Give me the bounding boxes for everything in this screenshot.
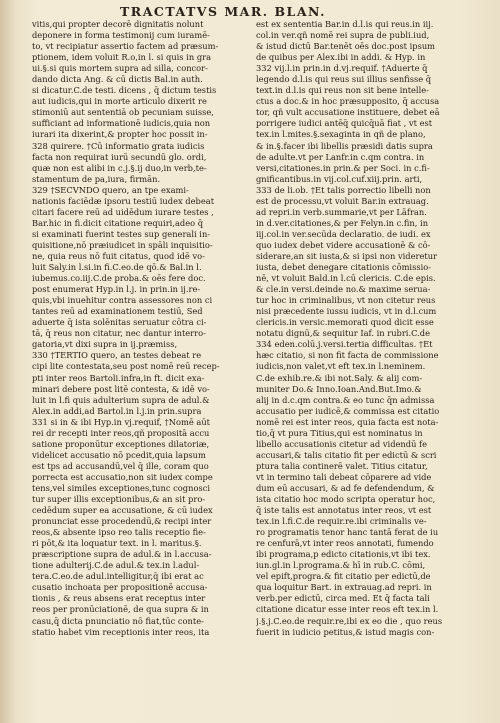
text-line: & cle.in versi.deinde no.& maxime serua- (256, 284, 431, 295)
text-line: ista citatio hoc modo scripta operatur hoc, (256, 494, 436, 505)
text-line: j.§.j.C.eo.de requir.re,ibi ex eo die , quo reus (256, 615, 443, 626)
text-line: pti inter reos Bartoli.infra,in ft. dicit exa- (32, 372, 205, 383)
text-line: tera.C.eo.de adul.intelligitur,q̄ ibi erat ac (32, 571, 204, 582)
text-line: pronunciat esse procedendū,& recipi inter (32, 516, 212, 527)
text-line: quæ non est alibi in c.j.§.ij duo,in verb,te- (32, 162, 207, 173)
text-line: 329 †SECVNDO quero, an tpe exami- (32, 184, 189, 195)
text-line: quisitione,nō præiudicet in spāli inquisitio- (32, 239, 213, 250)
text-line: nisi præcedente iussu iudicis, vt in d.l.cum (256, 306, 437, 317)
text-line: stamentum de pa,iura, firmān. (32, 173, 161, 184)
text-line: de adulte.vt per Lanfr.in c.qm contra. in (256, 151, 425, 162)
text-line: citari facere reū ad uidēdum iurare testes , (32, 206, 214, 217)
text-line: iurari ita dixerint,& propter hoc possit in- (32, 129, 208, 140)
text-line: 331 si in & ibi Hyp.in vj.requif, †Nomē aūt (32, 416, 211, 427)
text-line: tā, q̄ reus non citatur, nec dantur interro- (32, 328, 206, 339)
text-line: si examinati fuerint testes sup generali in- (32, 228, 211, 239)
text-line: præscriptione supra de adul.& in l.accusa- (32, 549, 212, 560)
text-line: siderare,an sit iusta,& si ipsi non videretur (256, 250, 438, 261)
text-line: tione adulterij.C.de adul.& tex.in l.adul- (32, 560, 200, 571)
binding-shadow (0, 0, 16, 723)
text-line: tantes reū ad examinationem testiū, Sed (32, 306, 203, 317)
text-line: dum eū accusari, & ad fe defendendum, & (256, 482, 435, 493)
text-line: sufficiant ad informationē iudicis,quia non (32, 118, 211, 129)
text-line: ptura talia continerē valet. Titius citatur, (256, 460, 428, 471)
text-line: videlicet accusatio nō pcedit,quia lapsum (32, 449, 206, 460)
text-line: muniter Do.& Inno.Ioan.And.But.Imo.& (256, 383, 422, 394)
text-line: text.in d.l.is qui reus non sit bene intelle- (256, 85, 429, 96)
text-line: 334 eden.colū.j.versi.tertia difficultas. †Et (256, 339, 433, 350)
text-line: ad repri.in verb.summarie,vt per Lāfran. (256, 206, 427, 217)
text-line: notatu dignū,& sequitur Iaf. in rubri.C.de (256, 328, 431, 339)
text-line: clericis.in versic.memorati quod dicit esse (256, 317, 434, 328)
text-line: vitis,qui propter decorē dignitatis nolunt (32, 19, 204, 29)
text-line: porrecta est accusatio,non sit iudex compe (32, 471, 213, 482)
text-line: est ex sententia Bar.in d.l.is qui reus.in iij. (256, 19, 434, 29)
text-line: cusatio inchoata per propositionē accusa- (32, 582, 208, 593)
text-line: q̄ iste talis est annotatus inter reos, vt est (256, 505, 432, 516)
running-header: TRACTATVS MAR. BLAN. (120, 4, 327, 19)
right-text-column (256, 19, 494, 717)
text-line: luit Saly.in l.si.in fi.C.eo.de qō.& Bal.in l. (32, 262, 202, 273)
text-line: ui.§.si quis mortem supra ad silla, concor- (32, 63, 208, 74)
text-line: tex.in l.fi.C.de requir.re.ibi criminalis ve- (256, 516, 427, 527)
text-line: ro programatis tenor hanc tantā ferat de iu (256, 527, 439, 538)
text-line (32, 638, 254, 649)
text-line: aduerte q̄ ista solēnitas seruatur cōtra ci- (32, 317, 207, 328)
text-line: re cenfurā,vt inter reos annotati, fumendo (256, 538, 434, 549)
text-line: Alex.in addi,ad Bartol.in l.j.in prin.supra (32, 405, 202, 416)
text-line: ptionem, idem voluit R.o,in l. si quis in gra (32, 52, 212, 63)
text-line: ibi programa,p edicto citationis,vt ibi tex. (256, 549, 431, 560)
text-line: qua loquitur Bart. in extrauag.ad repri. in (256, 582, 432, 593)
text-line: nomē rei est inter reos, quia facta est nota- (256, 416, 439, 427)
text-line: reos,& absente ipso reo talis receptio fie- (32, 527, 206, 538)
text-line: in d.ver.citationes,& per Felyn.in c.fin, in (256, 217, 429, 228)
text-line: col.in ver.qñ nomē rei supra de publi.iud, (256, 30, 430, 41)
text-line: rei dr recepti inter reos,qñ propositā accu (32, 427, 210, 438)
text-line: de quibus per Alex.ibi in addi. & Hyp. in (256, 52, 426, 63)
text-line: alij in d.c.qm contra.& eo tunc q̄n admissa (256, 394, 435, 405)
text-line: tionis , & reus absens erat receptus inter (32, 593, 206, 604)
text-line: nē, vt voluit Bald.in l.cū clericis. C.de epis. (256, 273, 436, 284)
text-line: accusatio per iudicē,& commissa est citatio (256, 405, 440, 416)
text-line: deponere in forma testimonij cum iuramē- (32, 30, 210, 41)
text-line: gatoria,vt dixi supra in ij.præmiss, (32, 339, 178, 350)
text-line: hæc citatio, si non fit facta de commissione (256, 350, 439, 361)
text-line: cedēdum super ea accusatione, & cū iudex (32, 505, 213, 516)
text-line: ri pōt,& ita loquatur text. in l. maritus.§. (32, 538, 202, 549)
text-line: & in.§.facer ibi libellis præsidi datis supra (256, 140, 433, 151)
text-line: si dicatur.C.de testi. dicens , q̄ dictum testis (32, 85, 217, 96)
text-line: satione proponūtur exceptiones dilatoriæ, (32, 438, 210, 449)
text-line: post enumerat Hyp.in l.j. in prin.in ij.re- (32, 284, 201, 295)
text-line: 333 de li.ob. †Et talis porrectio libelli non (256, 184, 431, 195)
text-line: nationis faciēdæ ipsoru testiū iudex debeat (32, 195, 215, 206)
text-line: C.de exhib.re.& ibi not.Saly. & alij com- (256, 372, 423, 383)
text-line: statio habet vim receptionis inter reos, ita (32, 626, 210, 637)
text-line: 332 vij.l.in prin.in d.vj.requif. †Aduerte q̄ (256, 63, 428, 74)
text-line: & istud dictū Bar.tenēt oēs doc.post ipsum (256, 41, 436, 52)
text-line: quis,vbi inuehitur contra assessores non ci (32, 295, 213, 306)
text-line: tor, qñ vult accusatione instituere, debet eā (256, 107, 440, 118)
text-line: legendo d.l.is qui reus sui illius senfisse q̄ (256, 74, 432, 85)
text-line: libello accusationis citetur ad videndū fe (256, 438, 428, 449)
text-line: versi,citationes.in prin.& per Soci. in c.fi- (256, 162, 430, 173)
text-line: 328 quirere. †Cū informatio grata iudicis (32, 140, 205, 151)
text-line: verb.per edictū, circa med. Et q̄ facta tali (256, 593, 430, 604)
text-line: minari debere post litē contesta, & idē vo- (32, 383, 210, 394)
text-line: accusari,& talis citatio fit per edictū & scri (256, 449, 437, 460)
text-line: gnificantibus.in vij.col.cuf.xiij.prin. arti, (256, 173, 423, 184)
text-line: iun.gl.in l.programa.& hī in rub.C. cōmi, (256, 560, 426, 571)
text-line: tio,q̄ vt pura Titius,qui est nominatus in (256, 427, 423, 438)
text-line (256, 649, 494, 660)
text-line: cipi lite contestata,seu post nomē reū recep- (32, 361, 220, 372)
text-line: tens,vel similes exceptiones,tunc cognosci (32, 482, 211, 493)
text-line: tur hoc in criminalibus, vt non citetur reus (256, 295, 436, 306)
text-line: 330 †TERTIO quero, an testes debeat re (32, 350, 202, 361)
text-line: ne, quia reus nō fuit citatus, quod idē vo- (32, 250, 205, 261)
text-line: iubemus.co.iij.C.de proba.& oēs fere doc. (32, 273, 206, 284)
text-line: luit in l.fi quis adulterium supra de adul.& (32, 394, 210, 405)
text-line: dando dicta Ang. & cū dictis Bal.in auth. (32, 74, 203, 85)
text-line: vel epift,progra.& fit citatio per edictū,de (256, 571, 431, 582)
text-line: quo iudex debet videre accusationē & cō- (256, 239, 431, 250)
text-line: to, vt recipiatur assertio factem ad præsum- (32, 41, 219, 52)
text-line (256, 638, 494, 649)
text-line: iusta, debet denegare citationis cōmissio- (256, 262, 432, 273)
text-line: aut iudicis,qui in morte articulo dixerit re (32, 96, 207, 107)
text-line: citatione dicatur esse inter reos eft tex.in l. (256, 604, 439, 615)
text-line: est tps ad accusandū,vel q̄ ille, coram quo (32, 460, 209, 471)
text-line: porrigere iudici antēq̄ quicq̄uā fiat , vt est (256, 118, 433, 129)
text-line: iij.col.in ver.secūda declaratio. de iudi. ex (256, 228, 431, 239)
text-line: Bar.hic in fi.dicit citatione requiri,adeo q̄ (32, 217, 204, 228)
text-line: ctus a doc.& in hoc præsupposito, q̄ accusa (256, 96, 440, 107)
text-line: casu,q̄ dicta pnunciatio nō fiat,tūc conte- (32, 615, 204, 626)
text-line: tur super illis exceptionibus,& an sit pro- (32, 494, 206, 505)
text-line: reos per pronūciationē, de qua supra & in (32, 604, 209, 615)
text-line (32, 649, 254, 660)
text-line: facta non requirat iurū secundū glo. ordi, (32, 151, 207, 162)
text-line: vt in termino tali debeat cōparere ad vide (256, 471, 432, 482)
text-line: stimoniū aut sententiā ob pecuniam suisse, (32, 107, 214, 118)
text-line: est de processu,vt voluit Bar.in extrauag. (256, 195, 429, 206)
text-line: tex.in l.mites.§.sexaginta in qñ de plano, (256, 129, 426, 140)
text-line: iudicis,non valet,vt eft tex.in l.neminem. (256, 361, 426, 372)
left-text-column (32, 19, 254, 717)
text-line: fuerit in iudicio petitus,& istud magis con- (256, 626, 435, 637)
